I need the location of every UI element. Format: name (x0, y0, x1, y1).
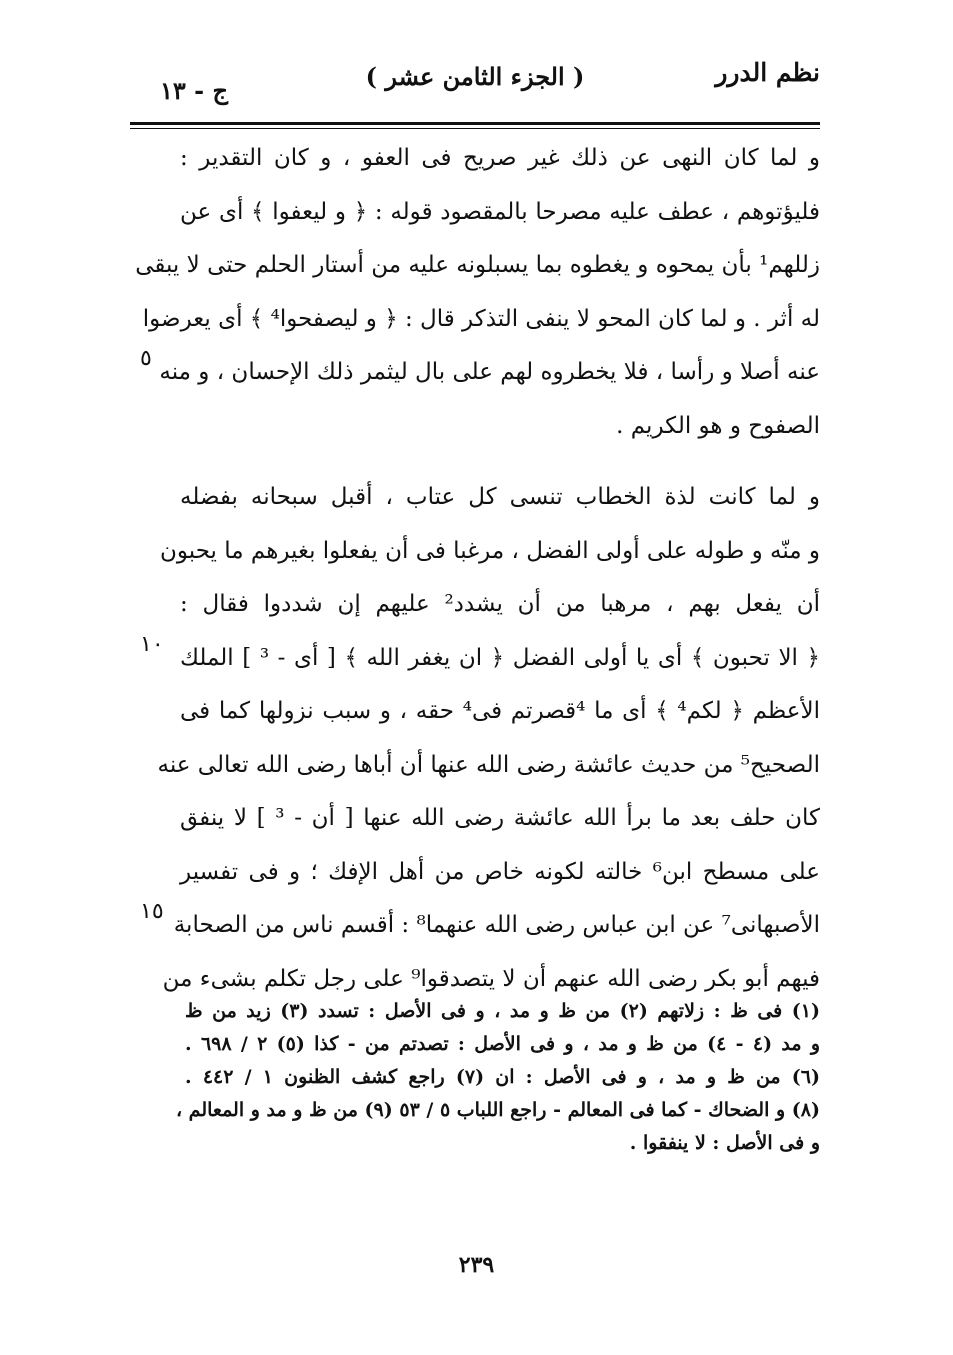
numbered-line (140, 631, 820, 686)
header-rule-thick (130, 122, 820, 125)
line-number: ١٥ (140, 899, 164, 924)
line-number: ١٠ (140, 631, 164, 657)
text-line: عنه أصلا و رأسا ، فلا يخطروه لهم على بال ليثمر ذلك الإحسان ، و منه (159, 359, 820, 385)
numbered-line (140, 346, 820, 400)
part-title: ( الجزء الثامن عشر ) (365, 62, 585, 91)
text-line: الصحيح⁵ من حديث عائشة رضى الله عنها أن أباها رضى الله تعالى عنه (157, 751, 820, 778)
text-line: الأصبهانى⁷ عن ابن عباس رضى الله عنهما⁸ : أقسم ناس من الصحابة (173, 912, 820, 938)
text-line: على مسطح ابن⁶ خالته لكونه خاص من أهل الإفك ؛ و فى تفسير (180, 858, 821, 885)
text-line: الأعظم ﴿ لكم⁴ ﴾ أى ما ⁴قصرتم فى⁴ حقه ، و سبب نزولها كما فى (180, 698, 820, 724)
text-line: فيهم أبو بكر رضى الله عنهم أن لا يتصدقوا⁹ على رجل تكلم بشىء من (162, 965, 820, 992)
text-line: فليؤتوهم ، عطف عليه مصرحا بالمقصود قوله : ﴿ و ليعفوا ﴾ أى عن (180, 198, 820, 225)
text-line: و منّه و طوله على أولى الفضل ، مرغبا فى أن يفعلوا بغيرهم ما يحبون (160, 537, 820, 564)
footnote-line: و مد (٤ - ٤) من ظ و مد ، و فى الأصل : تصدتم من - كذا (٥) ٢ / ٦٩٨ . (185, 1033, 821, 1055)
volume-label: ج - ١٣ (160, 76, 228, 105)
numbered-line (140, 899, 820, 953)
footnotes (175, 995, 821, 1160)
text-line: زللهم¹ بأن يمحوه و يغطوه بما يسبلونه عليه من أستار الحلم حتى لا يبقى (135, 252, 820, 278)
text-line: ﴿ الا تحبون ﴾ أى يا أولى الفضل ﴿ ان يغفر الله ﴾ [ أى - ³ ] الملك (180, 644, 820, 671)
paragraph-1 (135, 132, 820, 453)
paragraph-2 (140, 471, 821, 1006)
header-rule-thin (130, 128, 820, 129)
book-title: نظم الدرر (715, 58, 820, 87)
footnote-line: (٨) و الضحاك - كما فى المعالم - راجع اللباب ٥ / ٥٣ (٩) من ظ و مد و المعالم ، (175, 1099, 820, 1121)
footnote-line: (٦) من ظ و مد ، و فى الأصل : ان (٧) راجع كشف الظنون ١ / ٤٤٢ . (185, 1066, 820, 1088)
footnote-line: (١) فى ظ : زلاتهم (٢) من ظ و مد ، و فى الأصل : تسدد (٣) زيد من ظ (185, 1000, 820, 1022)
main-text (135, 132, 821, 1006)
text-line: له أثر . و لما كان المحو لا ينفى التذكر قال : ﴿ و ليصفحوا⁴ ﴾ أى يعرضوا (142, 305, 820, 332)
text-line: الصفوح و هو الكريم . (616, 412, 820, 439)
page-number: ٢٣٩ (458, 1252, 495, 1278)
text-line: كان حلف بعد ما برأ الله عائشة رضى الله عنها [ أن - ³ ] لا ينفق (180, 805, 821, 831)
line-number: ٥ (140, 346, 152, 371)
text-line: و لما كانت لذة الخطاب تنسى كل عتاب ، أقبل سبحانه بفضله (180, 484, 820, 510)
page-header (130, 52, 820, 122)
text-line: أن يفعل بهم ، مرهبا من أن يشدد² عليهم إن شددوا فقال : (180, 591, 820, 617)
footnote-line: و فى الأصل : لا ينفقوا . (629, 1132, 820, 1154)
text-line: و لما كان النهى عن ذلك غير صريح فى العفو ، و كان التقدير : (180, 145, 820, 171)
